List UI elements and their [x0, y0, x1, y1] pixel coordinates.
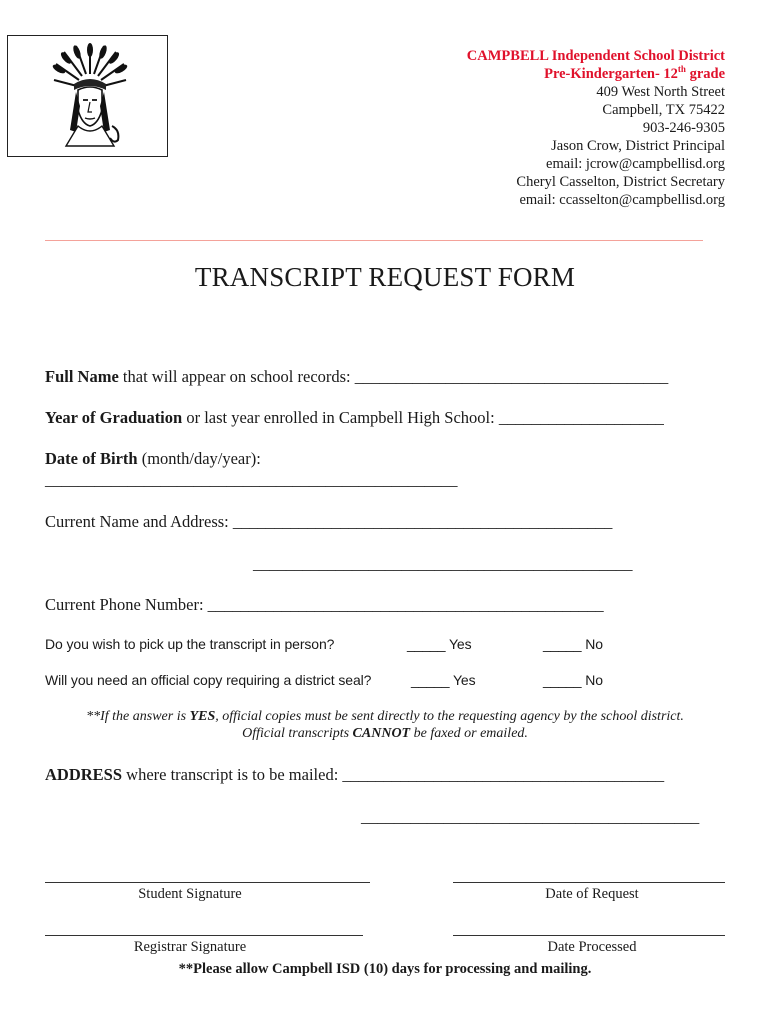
grade-suffix: grade [685, 66, 725, 82]
student-signature-line[interactable] [45, 882, 370, 883]
dob-label-row [45, 449, 261, 469]
district-header [467, 47, 725, 209]
registrar-signature-line[interactable] [45, 935, 363, 936]
dob-format: (month/day/year): [137, 449, 261, 468]
full-name-label: Full Name [45, 367, 119, 386]
note-line-1 [0, 708, 770, 725]
pickup-yes-option[interactable]: _____ Yes [407, 636, 472, 652]
header-divider [45, 240, 703, 241]
secretary-email: email: ccasselton@campbellisd.org [519, 192, 725, 208]
graduation-text: or last year enrolled in Campbell High School: ____________________ [182, 408, 664, 427]
note-text-a: **If the answer is [86, 709, 190, 724]
pickup-no-option[interactable]: _____ No [543, 636, 603, 652]
note-text-c: , official copies must be sent directly to the requesting agency by the school district. [215, 709, 684, 724]
date-of-request-label: Date of Request [545, 886, 639, 902]
student-signature-label: Student Signature [138, 886, 242, 902]
current-phone-field[interactable]: Current Phone Number: ________________________________________________ [45, 595, 604, 614]
full-name-field[interactable] [45, 367, 668, 387]
official-copy-question: Will you need an official copy requiring a district seal? [45, 672, 372, 688]
mailing-address-label: ADDRESS [45, 765, 123, 784]
graduation-field[interactable] [45, 408, 664, 428]
street-address: 409 West North Street [596, 84, 725, 100]
principal-email: email: jcrow@campbellisd.org [546, 156, 725, 172]
district-name: CAMPBELL Independent School District [466, 48, 725, 64]
mailing-address-line-2[interactable]: _________________________________________ [361, 807, 700, 826]
principal-name: Jason Crow, District Principal [551, 138, 725, 154]
registrar-signature-label: Registrar Signature [133, 939, 247, 955]
grade-prefix: Pre-Kindergarten- 12 [544, 66, 678, 82]
note-yes-emphasis: YES [189, 709, 216, 724]
current-address-line-2[interactable]: ______________________________________________ [253, 554, 633, 573]
note-cannot-emphasis: CANNOT [352, 726, 411, 741]
note-line-2 [0, 725, 770, 742]
date-processed-line[interactable] [453, 935, 725, 936]
chief-headdress-logo-icon [52, 40, 128, 152]
grade-sup: th [677, 64, 686, 75]
mailing-address-field[interactable] [45, 765, 664, 785]
date-processed-label: Date Processed [547, 939, 637, 955]
pickup-question: Do you wish to pick up the transcript in person? [45, 636, 335, 652]
logo-box [7, 35, 168, 157]
dob-label: Date of Birth [45, 449, 138, 468]
secretary-name: Cheryl Casselton, District Secretary [516, 174, 725, 190]
note2-text-c: be faxed or emailed. [410, 726, 528, 741]
full-name-text: that will appear on school records: ______________________________________ [118, 367, 669, 386]
official-copy-note [0, 708, 770, 742]
official-no-option[interactable]: _____ No [543, 672, 603, 688]
grade-range [467, 65, 725, 83]
city-state-zip: Campbell, TX 75422 [602, 102, 725, 118]
graduation-label: Year of Graduation [45, 408, 183, 427]
phone-number: 903-246-9305 [642, 120, 725, 136]
official-yes-option[interactable]: _____ Yes [411, 672, 476, 688]
form-title: TRANSCRIPT REQUEST FORM [194, 262, 576, 292]
dob-field[interactable]: __________________________________________________ [45, 470, 458, 489]
mailing-address-text: where transcript is to be mailed: _______________________________________ [122, 765, 665, 784]
processing-notice: **Please allow Campbell ISD (10) days for processing and mailing. [178, 961, 592, 977]
date-of-request-line[interactable] [453, 882, 725, 883]
note2-text-a: Official transcripts [242, 726, 353, 741]
current-name-address-field[interactable]: Current Name and Address: ______________________________________________ [45, 512, 613, 531]
